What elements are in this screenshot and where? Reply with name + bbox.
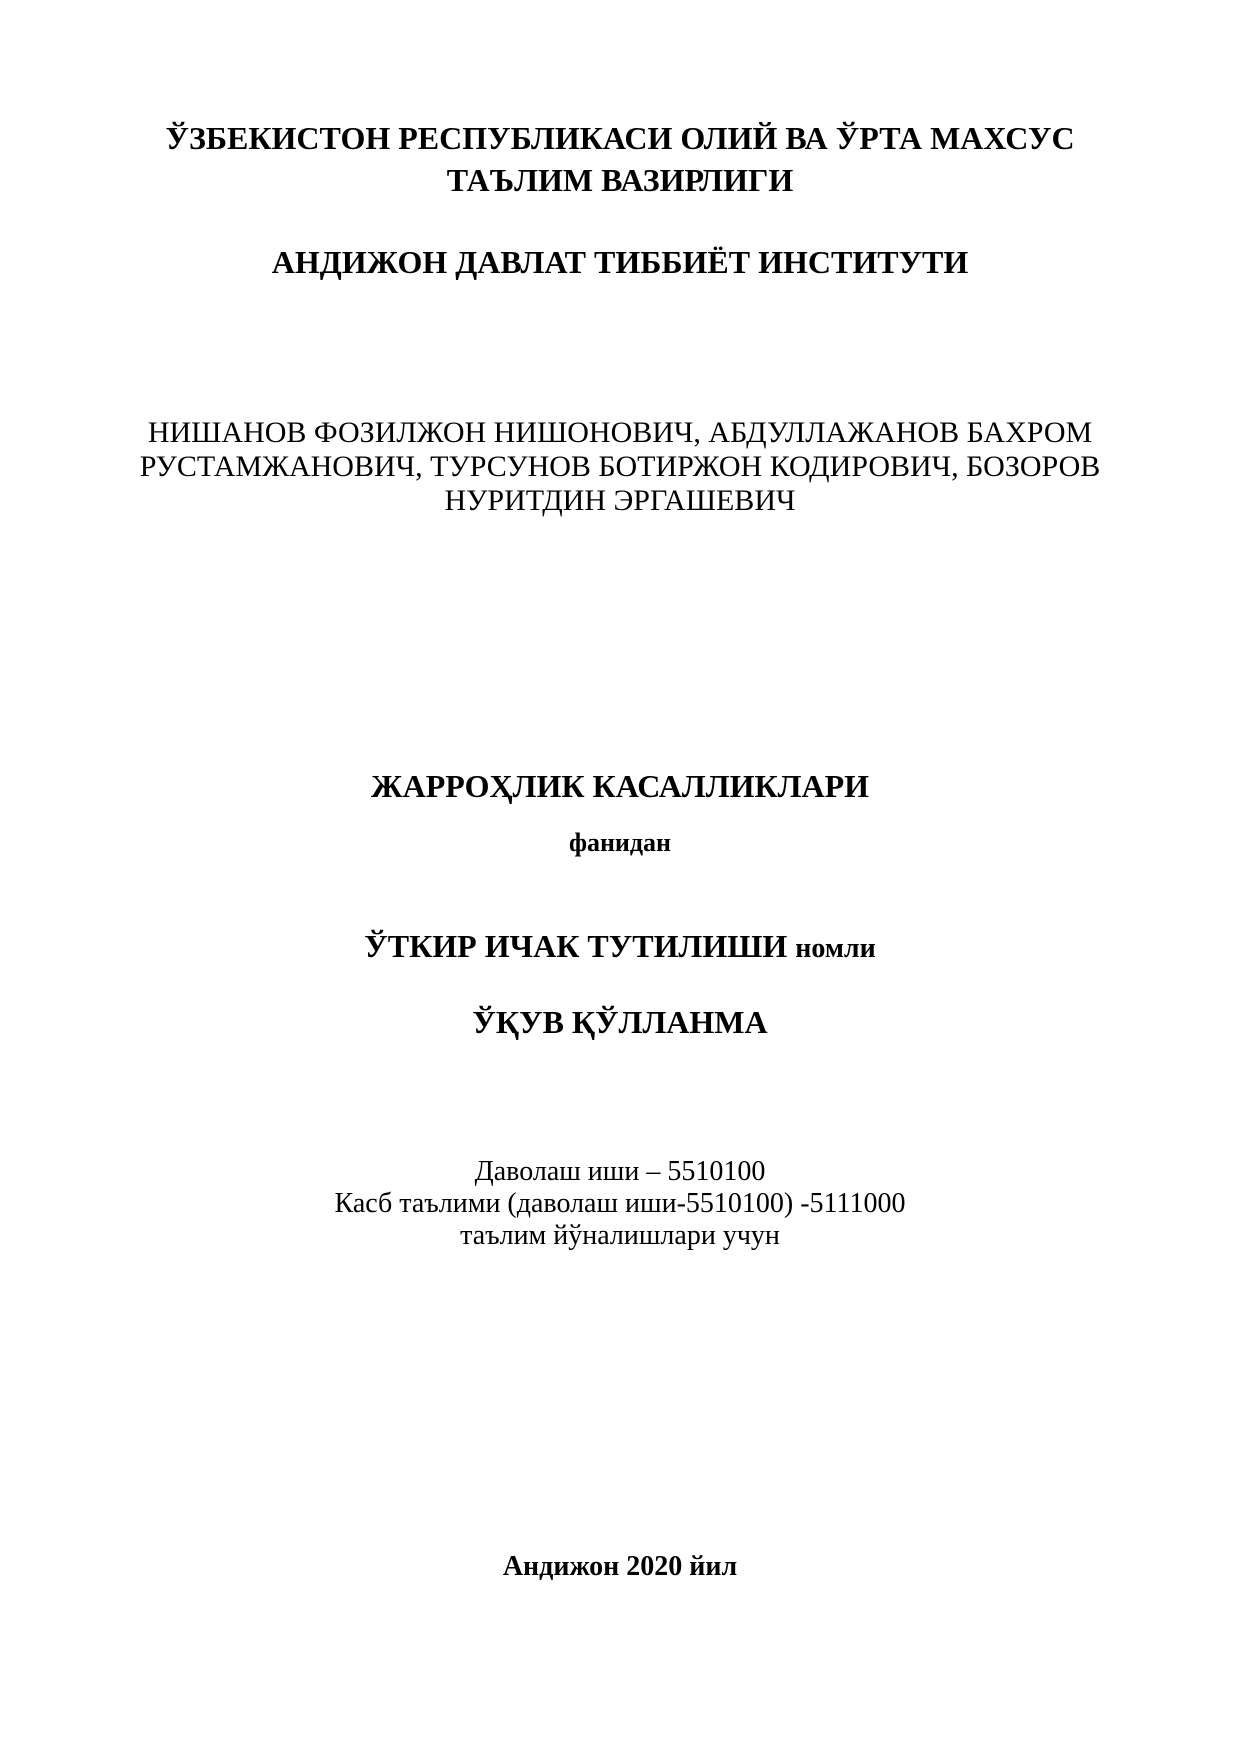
topic-title-suffix: номли: [795, 933, 876, 964]
topic-title: [0, 930, 1240, 963]
ministry-line-1: ЎЗБЕКИСТОН РЕСПУБЛИКАСИ ОЛИЙ ВА ЎРТА МАХСУС: [165, 120, 1075, 156]
subject-label: фанидан: [568, 828, 672, 857]
institute-name: АНДИЖОН ДАВЛАТ ТИББИЁТ ИНСТИТУТИ: [271, 244, 969, 280]
authors-line-2: РУСТАМЖАНОВИЧ, ТУРСУНОВ БОТИРЖОН КОДИРОВИЧ, БОЗОРОВ: [139, 450, 1101, 483]
program-line-2: Касб таълими (даволаш иши-5510100) -5111000: [334, 1188, 906, 1219]
subject-title: ЖАРРОҲЛИК КАСАЛЛИКЛАРИ: [370, 768, 870, 804]
authors-line-3: НУРИТДИН ЭРГАШЕВИЧ: [444, 484, 796, 517]
authors-line-1: НИШАНОВ ФОЗИЛЖОН НИШОНОВИЧ, АБДУЛЛАЖАНОВ БАХРОМ: [147, 416, 1093, 449]
program-line-3: таълим йўналишлари учун: [460, 1220, 780, 1251]
ministry-line-2: ТАЪЛИМ ВАЗИРЛИГИ: [446, 162, 794, 198]
place-year: Андижон 2020 йил: [502, 1551, 738, 1582]
topic-title-text: ЎТКИР ИЧАК ТУТИЛИШИ: [364, 928, 788, 964]
program-line-1: Даволаш иши – 5510100: [474, 1156, 766, 1187]
document-type: ЎҚУВ ҚЎЛЛАНМА: [472, 1004, 768, 1040]
